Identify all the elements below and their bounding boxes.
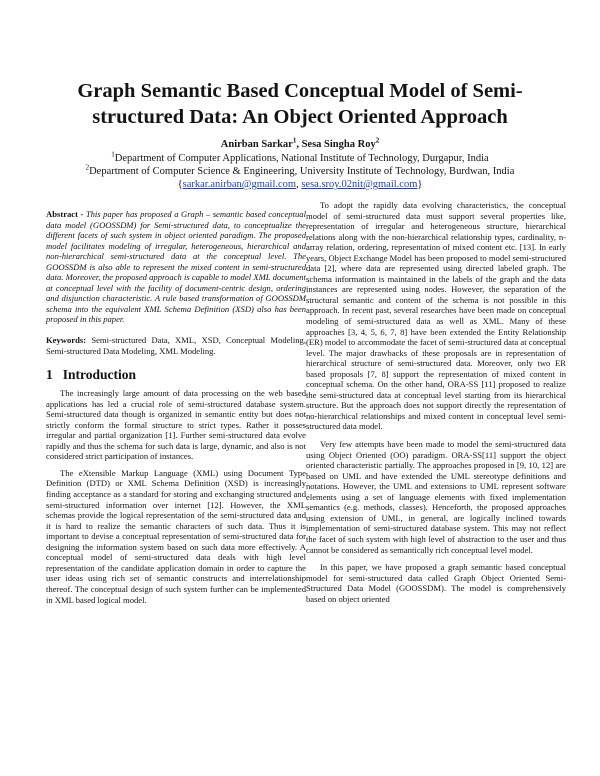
right-column xyxy=(306,200,566,604)
abstract-label: Abstract - xyxy=(46,209,84,219)
author-list xyxy=(60,138,540,151)
right-paragraph-3: In this paper, we have proposed a graph semantic based conceptual model for semi-structured data called Graph Object Oriented Semi-Structured Data Model (GOOSSDM). The model is comprehensively based on object oriented xyxy=(306,562,566,604)
affiliation-2-text: Department of Computer Science & Engineering, University Institute of Technology, Burdwan, India xyxy=(89,166,515,177)
intro-paragraph-2: The eXtensible Markup Language (XML) using Document Type Definition (DTD) or XML Schema Definition (XSD) is increasingly finding acceptance as a standard for storing and exchanging structured and semi-structured information over internet [12]. However, the XML schemas provide the logical representation of the semi-structured data and it is hard to realize the semantic characters of such data. Thus it is important to devise a conceptual representation of semi-structured data for designing the information system based on such data more effectively. A conceptual model of semi-structured data deals with high level representation of the candidate application domain in order to capture the user ideas using rich set of semantic constructs and interrelationship thereof. The conceptual design of such system further can be implemented in XML based logical model. xyxy=(46,467,306,605)
author-1-affil-mark: 1 xyxy=(292,136,297,145)
affiliation-1-text: Department of Computer Applications, National Institute of Technology, Durgapur, India xyxy=(114,153,489,164)
author-1: Anirban Sarkar xyxy=(220,139,293,150)
author-emails xyxy=(60,178,540,191)
author-2: Sesa Singha Roy xyxy=(301,139,376,150)
affiliation-2-mark: 2 xyxy=(85,163,90,172)
abstract-text: This paper has proposed a Graph – semantic based conceptual data model (GOOSSDM) for Semi-structured data, to conceptualize the different facets of such system in object oriented paradigm. The proposed model facilitates modeling of irregular, heterogeneous, hierarchical and non-hierarchical semi-structured data at the conceptual level. The GOOSSDM is also able to represent the mixed content in semi-structured data. Moreover, the proposed approach is capable to model XML document at conceptual level with the facility of document-centric design, ordering and disjunction characteristic. A rule based transformation of GOOSSDM schema into the equivalent XML Schema Definition (XSD) also has been proposed in this paper. xyxy=(46,209,306,325)
section-heading-introduction xyxy=(46,367,306,383)
email-separator: , xyxy=(296,179,302,190)
intro-paragraph-1: The increasingly large amount of data processing on the web based applications has led a crucial role of semi-structured database system. Semi-structured data though is organized in semantic entity but does not strictly conform the formal structure to strict types. Rather it posses irregular and partial organization [1]. Further semi-structured data evolve rapidly and thus the schema for such data is large, dynamic, and also is not considered strict participation of instances. xyxy=(46,388,306,462)
title-line-2: structured Data: An Object Oriented Approach xyxy=(92,106,508,128)
email-link-1[interactable]: sarkar.anirban@gmail.com xyxy=(182,179,297,190)
affiliation-2 xyxy=(40,165,560,178)
right-paragraph-2: Very few attempts have been made to model the semi-structured data using Object Oriented (OO) paradigm. ORA-SS[11] support the object oriented characteristic partially. The approaches proposed in [9, 10, 12] are based on UML and have extended the UML stereotype definitions and notations. However, the UML and extensions to UML represent software elements using a set of language elements with fixed implementation semantics (e.g. methods, classes). Henceforth, the proposed approaches using extension of UML, in general, are logically inclined towards implementation of semi-structured database system. This may not reflect the facet of such system with high level of abstraction to the user and thus cannot be considered as semantically rich conceptual level model. xyxy=(306,439,566,555)
affiliation-1 xyxy=(40,152,560,165)
section-number: 1 xyxy=(46,367,53,383)
affiliation-1-mark: 1 xyxy=(111,150,115,159)
section-title: Introduction xyxy=(62,367,137,383)
abstract xyxy=(46,209,306,325)
left-column xyxy=(46,199,306,605)
email-close-brace: } xyxy=(417,179,423,190)
email-open-brace: { xyxy=(177,179,183,190)
author-2-affil-mark: 2 xyxy=(375,136,380,145)
right-paragraph-1: To adopt the rapidly data evolving characteristics, the conceptual model of semi-structured data must support several properties like, representation of irregular and heterogeneous structure, hierarchical relations along with the non-hierarchical relationship types, cardinality, n-array relation, ordering, representation of mixed content etc. [13]. In early years, Object Exchange Model has been proposed to model semi-structured data [2], where data are represented using directed labeled graph. The schema information is maintained in the labels of the graph and the data instances are represented using nodes. However, the separation of the structural semantic and content of the schema is not possible in this approach. In recent past, several researches have been made on conceptual modeling of semi-structured data as well as XML. Many of these approaches [3, 4, 5, 6, 7, 8] have been extended the Entity Relationship (ER) model to accommodate the facet of semi-structured data at conceptual level. The major drawbacks of these proposals are in representation of hierarchical structure of semi-structured data. Moreover, only two ER based proposals [7, 8] support the representation of mixed content in conceptual schema. On the other hand, ORA-SS [11] proposed to realize the semi-structured data at conceptual level starting from its hierarchical structure. But the approach does not support directly the representation of no-hierarchical relationships and mixed content in conceptual level semi-structured data model. xyxy=(306,200,566,432)
keywords xyxy=(46,335,306,356)
paper-title xyxy=(60,78,540,130)
author-separator: , xyxy=(296,139,302,150)
title-line-1: Graph Semantic Based Conceptual Model of Semi- xyxy=(77,80,523,102)
keywords-label: Keywords: xyxy=(46,335,87,346)
email-link-2[interactable]: sesa.sroy.02nit@gmail.com xyxy=(301,179,418,190)
keywords-text: Semi-structured Data, XML, XSD, Conceptual Modeling, Semi-structured Data Modeling, XML Modeling. xyxy=(46,335,306,356)
